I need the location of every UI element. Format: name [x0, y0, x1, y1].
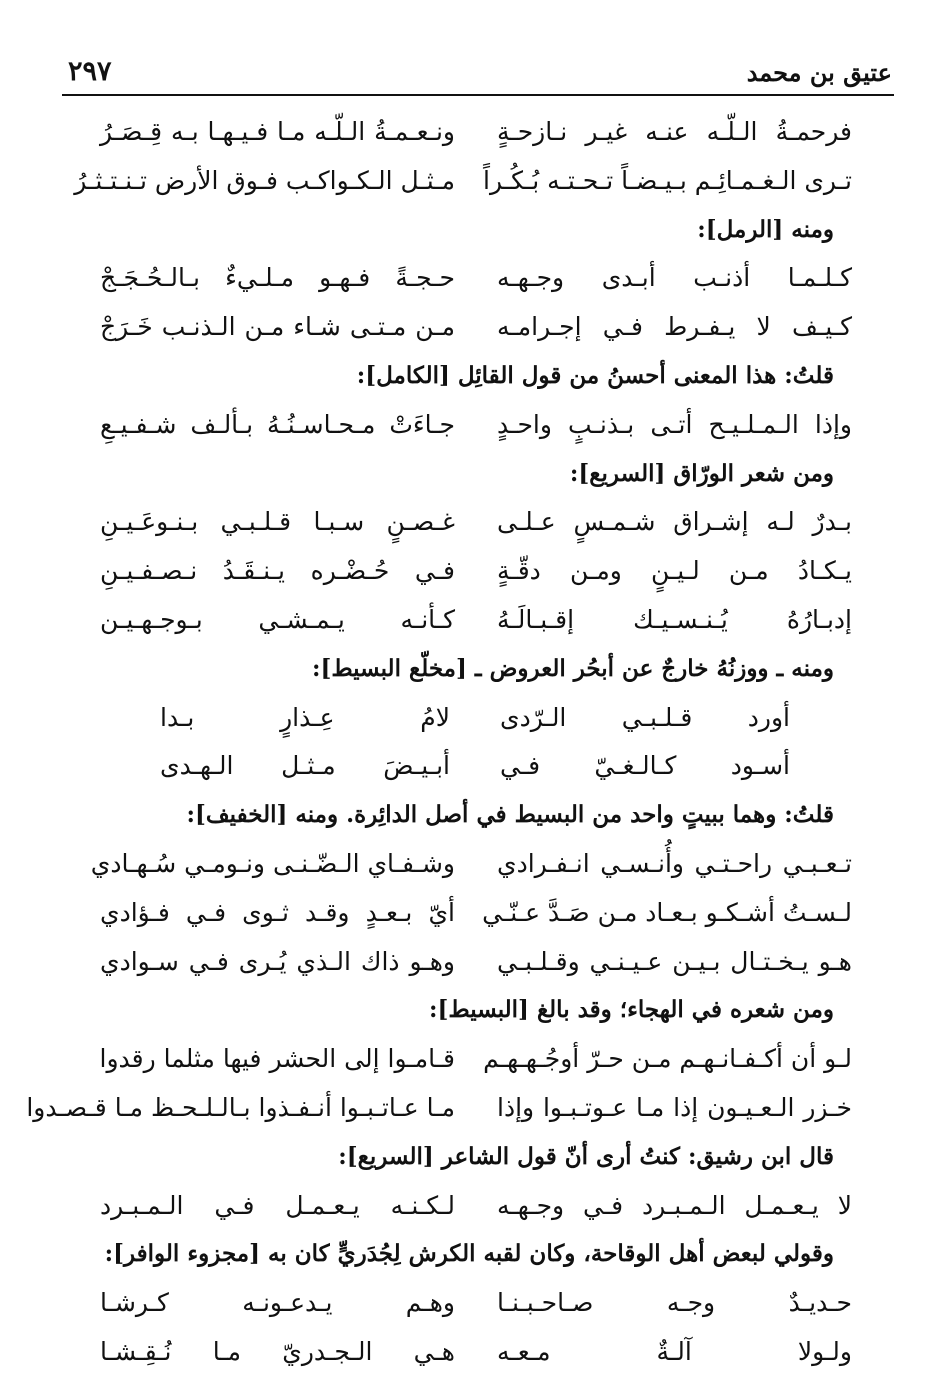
verse-first-hemistich: فرحمـةُ الـلّـه عنـه غيـر نـازحـةٍ — [497, 117, 852, 146]
verse-second-hemistich: وهـو ذاك الـذي يُـرى فـي سـوادي — [100, 946, 455, 976]
verse-first-hemistich: وإذا الـمـلـيـح أتـى بـذنـبٍ واحـدٍ — [497, 409, 852, 439]
page-number: ٢٩٧ — [68, 56, 112, 87]
verse-first-hemistich: لـو أن أكـفـانـهـم مـن حـرّ أوجُـهـهـم — [483, 1044, 852, 1074]
verse-line — [100, 1328, 852, 1377]
verse-second-hemistich: أبـيـضَ مـثـل الـهـدى — [160, 751, 450, 781]
verse-line — [100, 303, 852, 352]
prose-line — [100, 206, 852, 255]
prose-text: ومن شعر الورّاق [السريع]: — [569, 459, 834, 487]
verse-second-hemistich: ونـعـمـةُ الـلّـه مـا فـيـهـا بـه قِـصَـرُ — [100, 117, 455, 146]
verse-second-hemistich: مـا عـاتـبـوا أنـفـذوا بـالـلـحـظ مـا قـصـدوا — [26, 1092, 455, 1122]
verse-second-hemistich: قـامـوا إلى الحشر فيها مثلما رقدوا — [99, 1044, 455, 1074]
verse-line — [100, 547, 852, 596]
verse-line — [100, 694, 852, 743]
prose-text: قلتُ: وهما ببيتٍ واحد من البسيط في أصل الدائِرة. ومنه [الخفيف]: — [186, 801, 834, 829]
verse-second-hemistich: وهـم يـدعـونـه كـرشـا — [100, 1288, 455, 1318]
verse-line — [100, 596, 852, 645]
verse-first-hemistich: إدبـارُهُ يُـنـسـيـك إقـبـالَـهُ — [497, 604, 852, 634]
prose-text: قلتُ: هذا المعنى أحسنُ من قول القائِل [الكامل]: — [356, 361, 834, 389]
verse-first-hemistich: كـلـمـا أذنـب أبـدى وجـهـه — [497, 263, 852, 293]
verse-line — [74, 157, 852, 206]
verse-first-hemistich: يـكـادُ مـن لـيـنٍ ومـن دقّـةٍ — [497, 556, 852, 586]
verse-first-hemistich: خـزر الـعـيـون إذا مـا عـوتـبـوا وإذا — [497, 1092, 852, 1122]
verse-first-hemistich: حـديـدٌ وجـه صـاحـبـنـا — [497, 1288, 852, 1318]
page-header — [62, 54, 894, 96]
verse-second-hemistich: هـي الـجـدريّ مـا نُـقِـشـا — [100, 1336, 455, 1366]
page-body — [26, 108, 852, 1366]
prose-text: قال ابن رشيق: كنتُ أرى أنّ قول الشاعر [السريع]: — [338, 1142, 834, 1170]
verse-line — [100, 1182, 852, 1231]
verse-second-hemistich: لامُ عِـذارٍ بـدا — [160, 702, 450, 732]
prose-line — [100, 1230, 852, 1279]
verse-first-hemistich: ولـولا آلـةٌ مـعـه — [497, 1336, 852, 1366]
prose-text: ومن شعره في الهجاء؛ وقد بالغ [البسيط]: — [429, 996, 834, 1024]
verse-second-hemistich: فـي حُـضْـره يـنـقَـدُ نـصـفـيـنِ — [100, 556, 455, 586]
prose-line — [100, 645, 852, 694]
verse-line — [100, 254, 852, 303]
verse-line — [100, 401, 852, 450]
verse-line — [100, 938, 852, 987]
verse-first-hemistich: أورد قـلـبـي الـرّدى — [500, 702, 790, 732]
verse-first-hemistich: لـسـتُ أشـكـو بـعـاد مـن صَـدَّ عـنّـي — [482, 897, 852, 927]
verse-second-hemistich: وشـفـاي الـضّـنـى ونـومـي سُـهـادي — [90, 848, 455, 878]
verse-first-hemistich: تـرى الـغـمـائِـم بـيـضـاً تـحـتـه بُـكُـراً — [483, 165, 852, 195]
verse-line — [100, 889, 852, 938]
verse-line — [100, 498, 852, 547]
prose-text: ومنه ـ ووزنُهُ خارجٌ عن أبحُر العروض ـ [مخلّع البسيط]: — [311, 654, 834, 682]
verse-first-hemistich: كـيـف لا يـفـرط فـي إجـرامـه — [497, 312, 852, 342]
prose-line — [100, 986, 852, 1035]
verse-line — [100, 1035, 852, 1084]
verse-second-hemistich: لـكـنـه يـعـمـل فـي الـمـبـرد — [100, 1190, 455, 1220]
verse-first-hemistich: لا يـعـمـل الـمـبـرد فـي وجـهـه — [497, 1190, 852, 1220]
verse-first-hemistich: أسـود كـالـغـيّ فـي — [500, 751, 790, 781]
verse-second-hemistich: جـاءَتْ مـحـاسـنُـهُ بـألـف شـفـيـعِ — [100, 409, 455, 439]
verse-line — [26, 1084, 852, 1133]
verse-first-hemistich: بـدرٌ لـه إشـراق شـمـسٍ عـلـى — [497, 507, 852, 537]
prose-text: ومنه [الرمل]: — [697, 215, 834, 243]
running-title: عتيق بن محمد — [746, 58, 892, 87]
verse-second-hemistich: غـصـنٍ سـبـا قـلـبـي بـنـوعَـيـنِ — [100, 507, 455, 537]
verse-first-hemistich: هـو يـخـتـال بـيـن عـيـنـي وقـلـبـي — [497, 946, 852, 976]
verse-second-hemistich: حـجـةً فـهـو مـلـيءٌ بـالـحُـجَـجْ — [100, 263, 455, 293]
prose-line — [100, 1133, 852, 1182]
verse-first-hemistich: تـعـبـي راحـتـي وأُنـسـي انـفـرادي — [497, 848, 852, 878]
verse-line — [100, 742, 852, 791]
prose-line — [100, 791, 852, 840]
prose-line — [100, 352, 852, 401]
verse-second-hemistich: كـأنـه يـمـشـي بـوجـهـيـن — [100, 604, 455, 634]
verse-line — [100, 1279, 852, 1328]
verse-line — [100, 108, 852, 157]
prose-line — [100, 450, 852, 499]
prose-text: وقولي لبعض أهل الوقاحة، وكان لقبه الكرش لِجُدَريٍّ كان به [مجزوء الوافر]: — [104, 1240, 834, 1268]
verse-second-hemistich: مـن مـتـى شـاء مـن الـذنـب خَـرَجْ — [100, 312, 455, 342]
verse-second-hemistich: مـثـل الـكـواكـب فـوق الأرض تـنـتـثـرُ — [74, 165, 455, 195]
verse-line — [90, 840, 852, 889]
verse-second-hemistich: أيّ بـعـدٍ وقـد ثـوى فـي فـؤادي — [100, 897, 455, 927]
